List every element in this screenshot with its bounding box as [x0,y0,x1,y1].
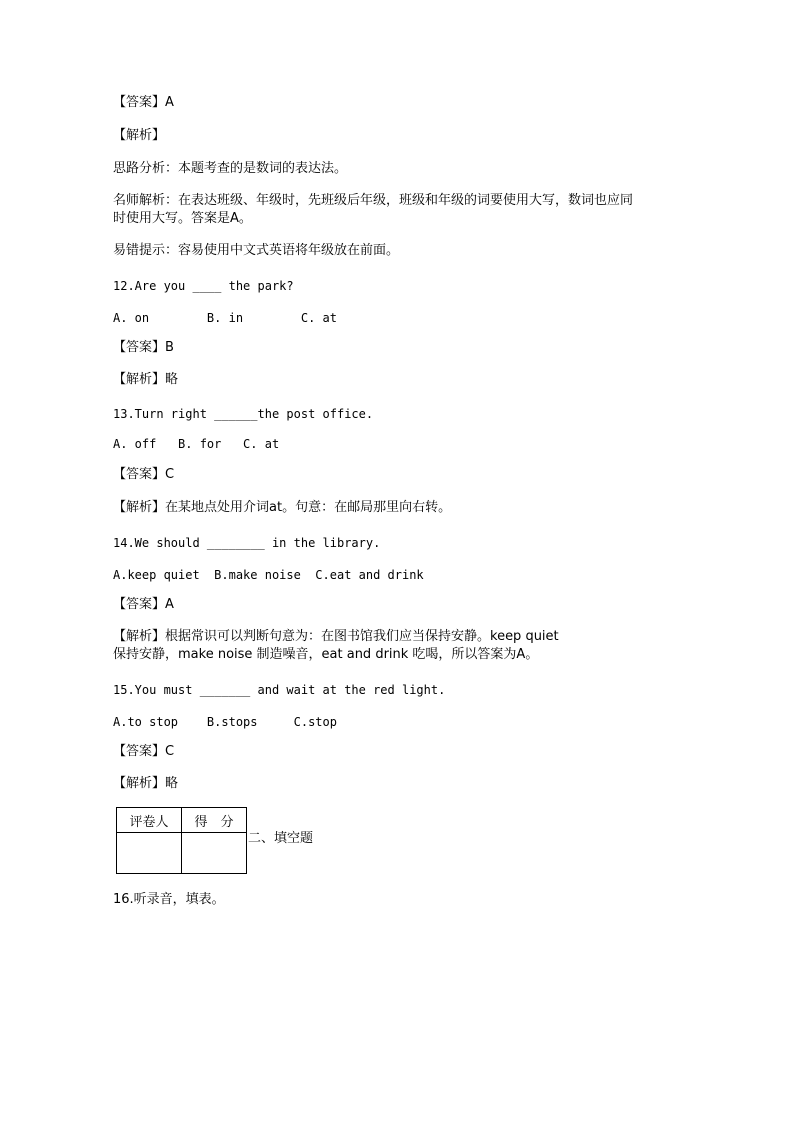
analysis-14-line2: 保持安静，make noise 制造噪音，eat and drink 吃喝，所以答案为A。 [113,647,539,662]
analysis-12: 【解析】略 [113,372,179,387]
question-12: 12.Are you ____ the park? [113,279,294,293]
analysis-label-11: 【解析】 [113,128,166,143]
answer-13: 【答案】C [113,467,175,482]
answer-15: 【答案】C [113,744,175,759]
question-14-options: A.keep quiet B.make noise C.eat and drink [113,568,424,582]
question-16: 16.听录音，填表。 [113,892,225,907]
answer-14: 【答案】A [113,597,174,612]
grader-cell[interactable] [117,833,182,874]
question-14: 14.We should ________ in the library. [113,536,381,550]
question-15-options: A.to stop B.stops C.stop [113,715,337,729]
answer-12: 【答案】B [113,340,174,355]
analysis-14-line1: 【解析】根据常识可以判断句意为：在图书馆我们应当保持安静。keep quiet [113,629,559,644]
analysis-teacher-line1: 名师解析：在表达班级、年级时，先班级后年级，班级和年级的词要使用大写，数词也应同 [113,193,634,208]
analysis-15: 【解析】略 [113,776,179,791]
analysis-teacher-line2: 时使用大写。答案是A。 [113,211,252,226]
analysis-error-tip: 易错提示：容易使用中文式英语将年级放在前面。 [113,243,400,258]
score-header: 得 分 [182,808,247,833]
question-12-options: A. on B. in C. at [113,311,337,325]
analysis-13: 【解析】在某地点处用介词at。句意：在邮局那里向右转。 [113,500,452,515]
answer-label-11: 【答案】A [113,95,174,110]
question-13-options: A. off B. for C. at [113,437,280,451]
section-title-fill-blank: 二、填空题 [248,831,314,846]
analysis-thinking: 思路分析：本题考查的是数词的表达法。 [113,161,348,176]
question-13: 13.Turn right ______the post office. [113,407,374,421]
grader-header: 评卷人 [117,808,182,833]
score-table [116,807,247,874]
question-15: 15.You must _______ and wait at the red light. [113,683,446,697]
score-cell[interactable] [182,833,247,874]
